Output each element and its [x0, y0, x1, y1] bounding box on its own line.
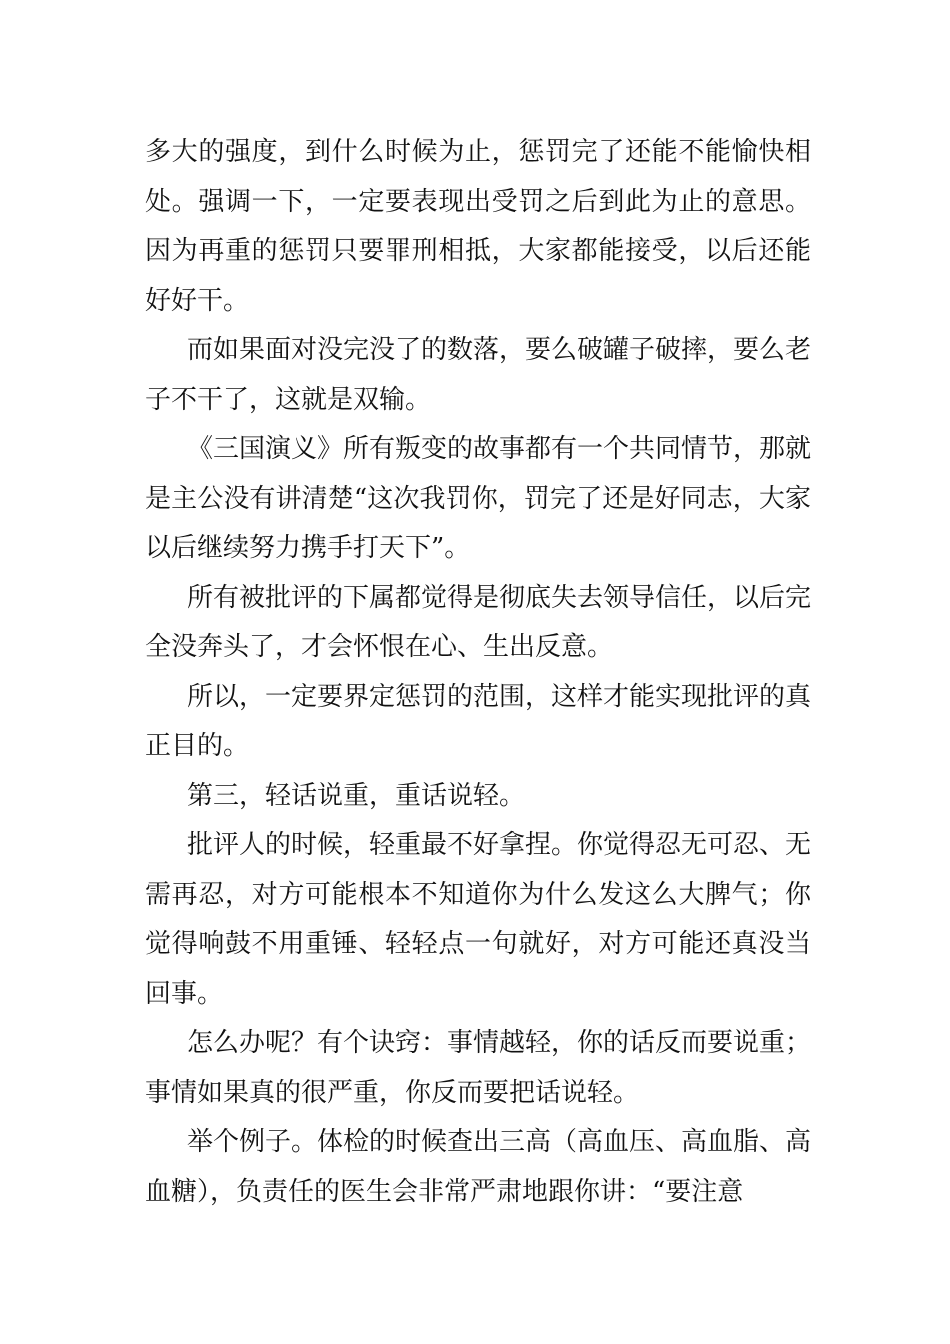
paragraph: 怎么办呢？有个诀窍：事情越轻，你的话反而要说重；事情如果真的很严重，你反而要把话说轻。 — [145, 1028, 812, 1108]
paragraph: 所有被批评的下属都觉得是彻底失去领导信任，以后完全没奔头了，才会怀恨在心、生出反意。 — [145, 582, 812, 662]
paragraph: 《三国演义》所有叛变的故事都有一个共同情节，那就是主公没有讲清楚“这次我罚你，罚完了还是好同志，大家以后继续努力携手打天下”。 — [145, 434, 812, 563]
paragraph: 而如果面对没完没了的数落，要么破罐子破摔，要么老子不干了，这就是双输。 — [145, 335, 812, 415]
paragraph: 多大的强度，到什么时候为止，惩罚完了还能不能愉快相处。强调一下，一定要表现出受罚之后到此为止的意思。因为再重的惩罚只要罪刑相抵，大家都能接受，以后还能好好干。 — [145, 137, 811, 316]
section-heading: 第三，轻话说重，重话说轻。 — [187, 780, 526, 811]
paragraph: 批评人的时候，轻重最不好拿捏。你觉得忍无可忍、无需再忍，对方可能根本不知道你为什么发这么大脾气；你觉得响鼓不用重锤、轻轻点一句就好，对方可能还真没当回事。 — [145, 830, 812, 1009]
document-body — [145, 128, 811, 1217]
paragraph: 所以，一定要界定惩罚的范围，这样才能实现批评的真正目的。 — [145, 681, 812, 761]
paragraph: 举个例子。体检的时候查出三高（高血压、高血脂、高血糖），负责任的医生会非常严肃地跟你讲：“要注意 — [145, 1127, 812, 1207]
